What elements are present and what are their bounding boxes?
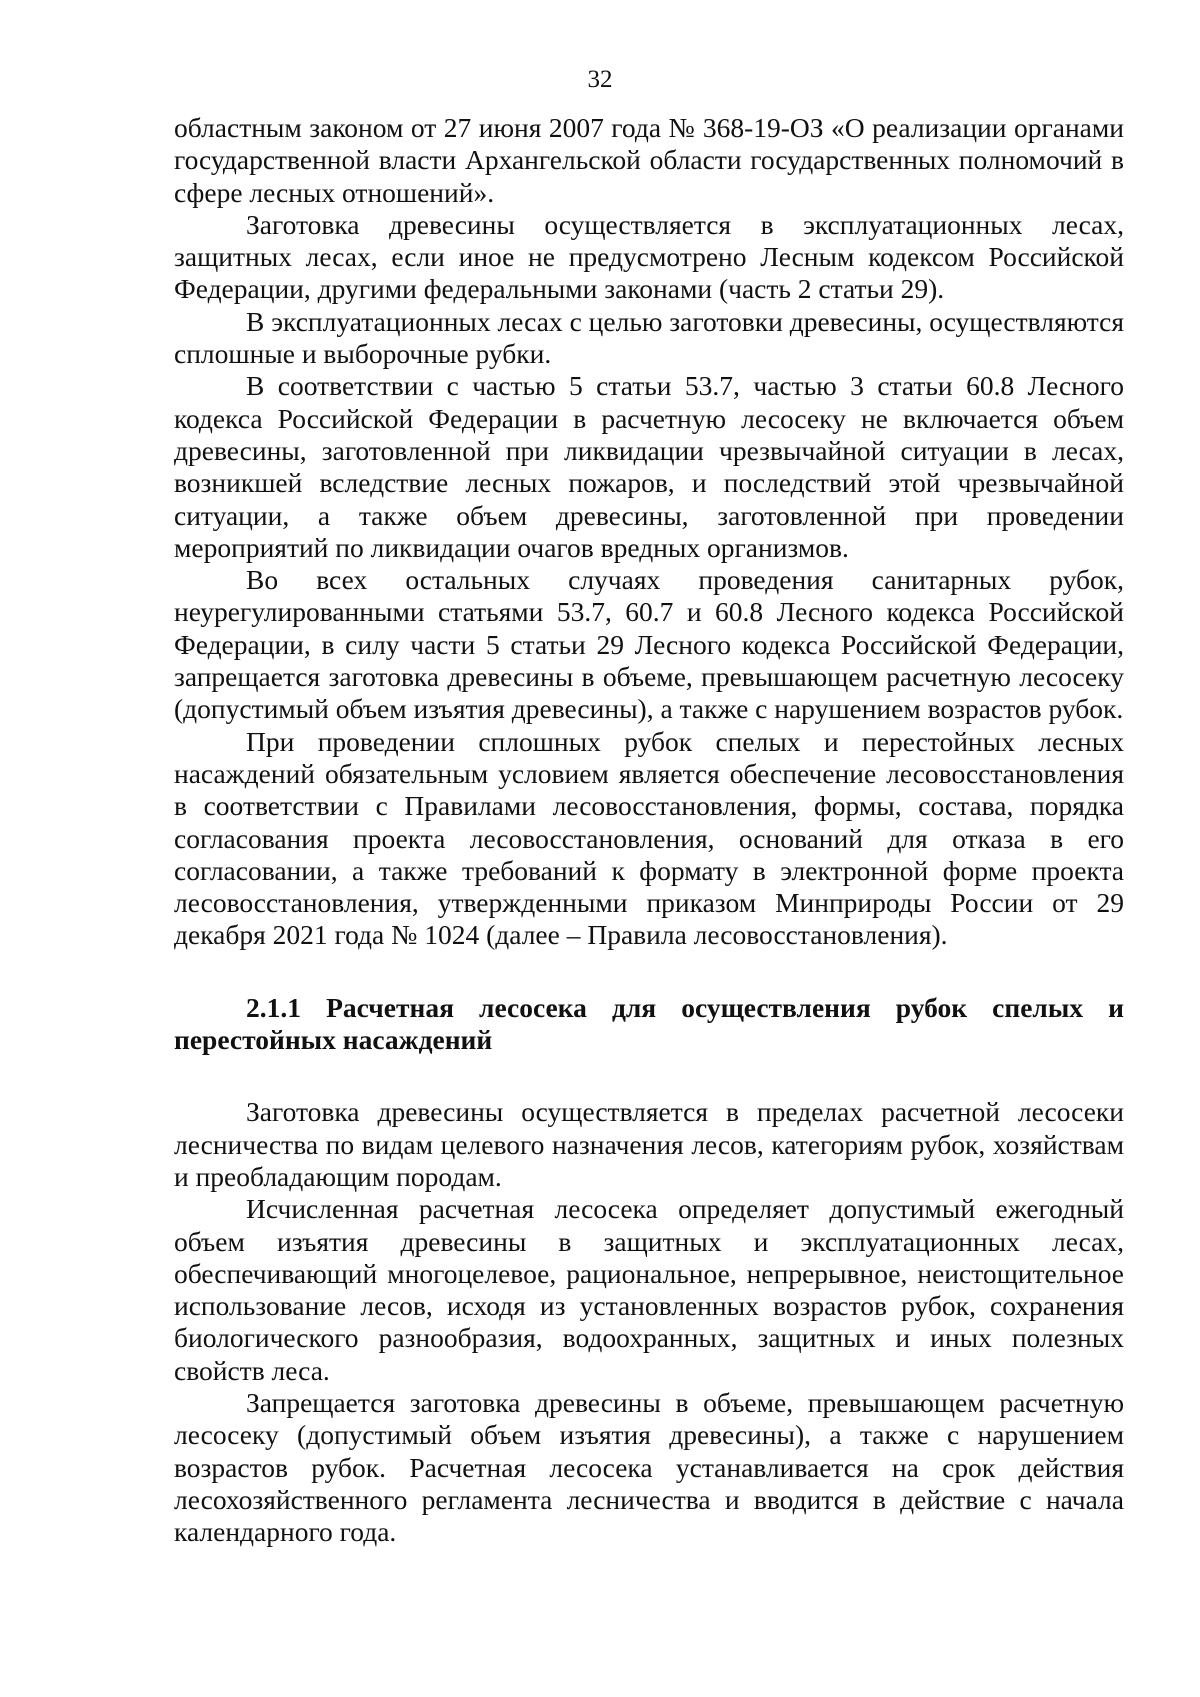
paragraph: Заготовка древесины осуществляется в пределах расчетной лесосеки лесничества по видам целевого назначения лесов, категориям рубок, хозяйствам и преобладающим породам. [174, 1096, 1124, 1192]
page-number: 32 [587, 66, 613, 93]
paragraph: В эксплуатационных лесах с целью заготовки древесины, осуществляются сплошные и выборочные рубки. [174, 305, 1124, 370]
section-heading: 2.1.1 Расчетная лесосека для осуществления рубок спелых и перестойных насаждений [174, 991, 1124, 1056]
paragraph: При проведении сплошных рубок спелых и перестойных лесных насаждений обязательным условием является обеспечение лесовосстановления в соответствии с Правилами лесовосстановления, формы, состава, порядка согласования проекта лесовосстановления, оснований для отказа в его согласовании, а также требований к формату в электронной форме проекта лесовосстановления, утвержденными приказом Минприроды России от 29 декабря 2021 года № 1024 (далее – Правила лесовосстановления). [174, 725, 1124, 951]
paragraph-continuation: областным законом от 27 июня 2007 года № 368-19-ОЗ «О реализации органами государственной власти Архангельской области государственных полномочий в сфере лесных отношений». [174, 112, 1124, 208]
paragraph: Во всех остальных случаях проведения санитарных рубок, неурегулированными статьями 53.7, 60.7 и 60.8 Лесного кодекса Российской Федерации, в силу части 5 статьи 29 Лесного кодекса Российской Федерации, запрещается заготовка древесины в объеме, превышающем расчетную лесосеку (допустимый объем изъятия древесины), а также с нарушением возрастов рубок. [174, 564, 1124, 725]
paragraph: Исчисленная расчетная лесосека определяет допустимый ежегодный объем изъятия древесины в защитных и эксплуатационных лесах, обеспечивающий многоцелевое, рациональное, непрерывное, неистощительное использование лесов, исходя из установленных возрастов рубок, сохранения биологического разнообразия, водоохранных, защитных и иных полезных свойств леса. [174, 1193, 1124, 1386]
paragraph: В соответствии с частью 5 статьи 53.7, частью 3 статьи 60.8 Лесного кодекса Российской Федерации в расчетную лесосеку не включается объем древесины, заготовленной при ликвидации чрезвычайной ситуации в лесах, возникшей вследствие лесных пожаров, и последствий этой чрезвычайной ситуации, а также объем древесины, заготовленной при проведении мероприятий по ликвидации очагов вредных организмов. [174, 370, 1124, 563]
paragraph: Запрещается заготовка древесины в объеме, превышающем расчетную лесосеку (допустимый объем изъятия древесины), а также с нарушением возрастов рубок. Расчетная лесосека устанавливается на срок действия лесохозяйственного регламента лесничества и вводится в действие с начала календарного года. [174, 1386, 1124, 1548]
document-body [174, 112, 1124, 1548]
paragraph: Заготовка древесины осуществляется в эксплуатационных лесах, защитных лесах, если иное не предусмотрено Лесным кодексом Российской Федерации, другими федеральными законами (часть 2 статьи 29). [174, 208, 1124, 305]
